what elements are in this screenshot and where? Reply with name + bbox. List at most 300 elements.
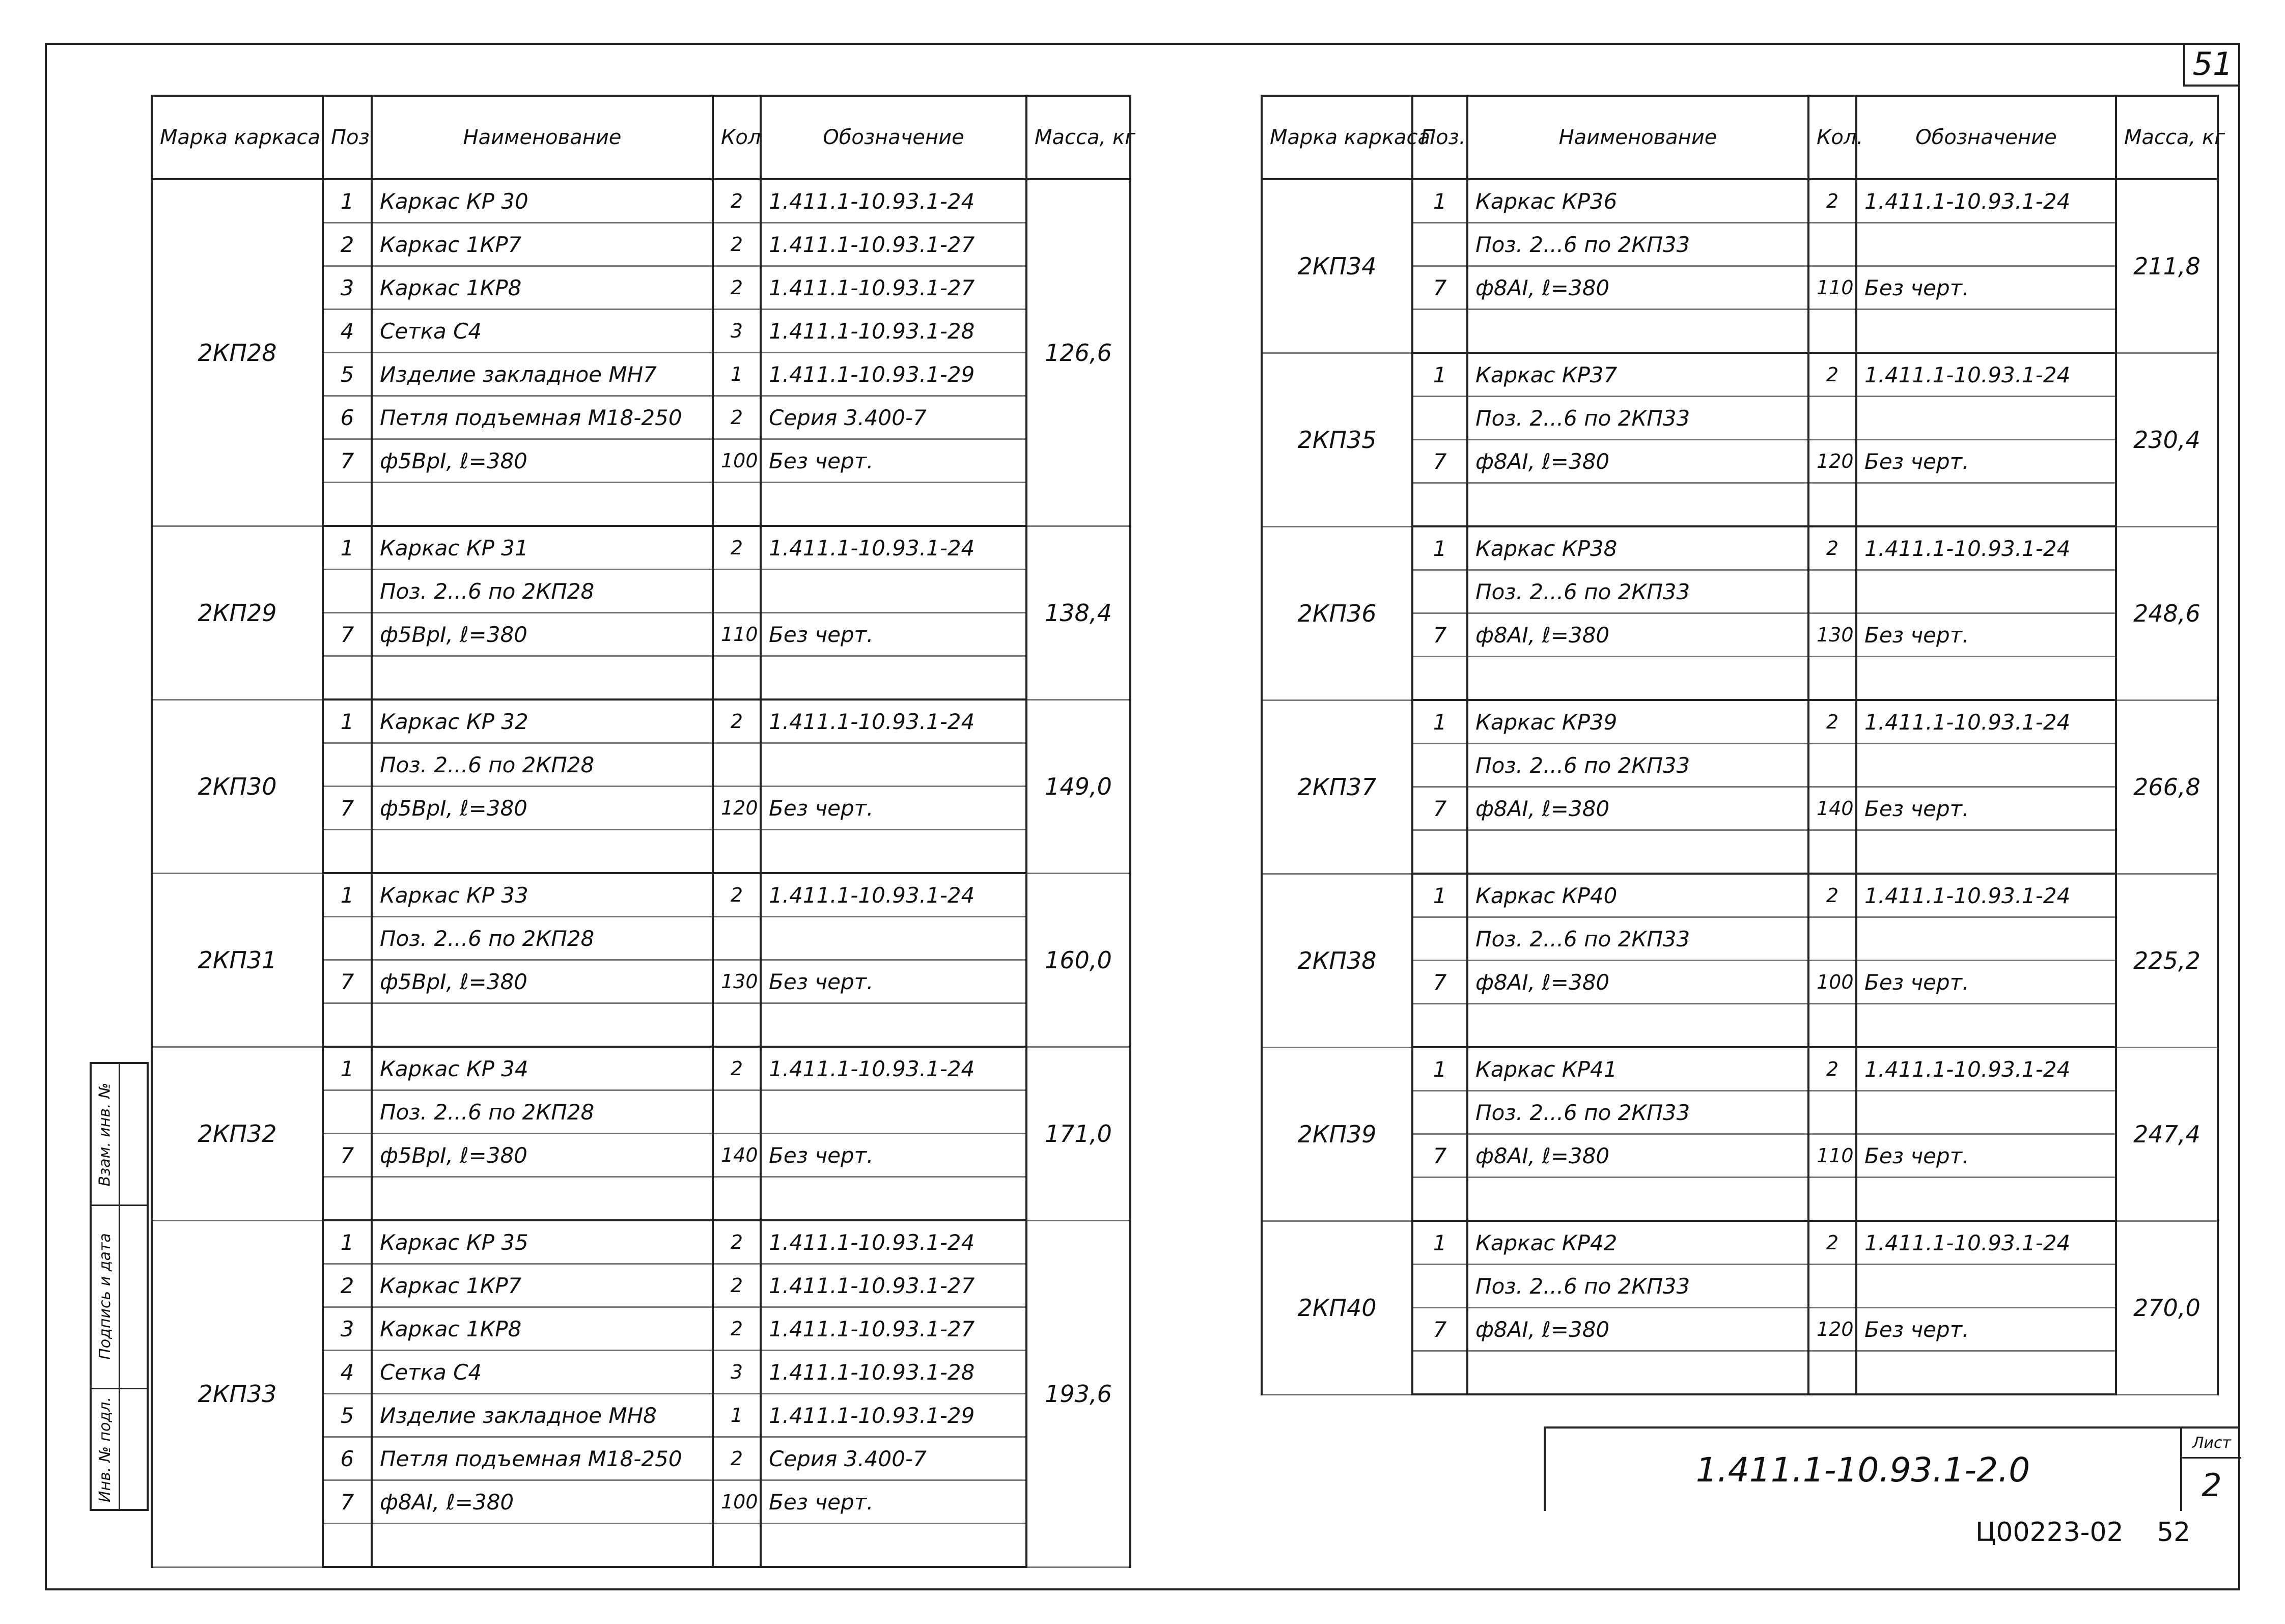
row-quantity	[1808, 570, 1856, 613]
row-quantity: 2	[713, 1264, 761, 1307]
table-row	[1262, 353, 2218, 397]
header-pos: Поз.	[1412, 96, 1467, 179]
row-designation: 1.411.1-10.93.1-24	[761, 873, 1026, 917]
row-name: Каркас КР 33	[372, 873, 713, 917]
row-name: Каркас КР 34	[372, 1047, 713, 1090]
row-position	[1412, 657, 1467, 701]
row-position	[1412, 1351, 1467, 1395]
row-name	[1467, 657, 1808, 701]
row-position: 7	[1412, 440, 1467, 483]
sheet-label: Лист	[2182, 1429, 2241, 1459]
row-designation	[761, 483, 1026, 526]
row-designation: Серия 3.400-7	[761, 396, 1026, 439]
row-name: Поз. 2...6 по 2КП28	[372, 570, 713, 613]
side-stamp-values	[120, 1064, 147, 1509]
side-approval-stamp	[90, 1062, 149, 1511]
row-position: 7	[1412, 1134, 1467, 1178]
row-quantity: 2	[1808, 526, 1856, 570]
row-quantity	[1808, 397, 1856, 440]
row-designation	[1856, 830, 2116, 874]
frame-mass: 248,6	[2116, 526, 2218, 700]
document-code: 1.411.1-10.93.1-2.0	[1695, 1450, 2030, 1490]
row-quantity: 140	[713, 1134, 761, 1177]
sheet-cell	[2180, 1429, 2241, 1511]
row-name: Петля подъемная М18-250	[372, 396, 713, 439]
frame-mark: 2КП33	[152, 1220, 323, 1567]
frame-mass: 193,6	[1026, 1220, 1130, 1567]
row-quantity: 2	[713, 1047, 761, 1090]
row-quantity	[713, 483, 761, 526]
row-designation	[761, 1177, 1026, 1221]
sheet-number: 2	[2202, 1466, 2222, 1504]
row-position: 7	[323, 439, 372, 483]
row-designation: 1.411.1-10.93.1-24	[1856, 874, 2116, 917]
frame-mark: 2КП37	[1262, 700, 1412, 874]
row-quantity: 2	[713, 266, 761, 310]
row-designation: 1.411.1-10.93.1-24	[1856, 353, 2116, 397]
frame-mass: 230,4	[2116, 353, 2218, 526]
table-row	[152, 873, 1130, 917]
row-name: Изделие закладное МН7	[372, 353, 713, 396]
row-name: Поз. 2...6 по 2КП28	[372, 917, 713, 960]
row-quantity: 2	[1808, 874, 1856, 917]
header-name: Наименование	[372, 96, 713, 179]
page-number: 51	[2183, 43, 2240, 87]
row-name	[372, 1524, 713, 1567]
archive-code: Ц00223-02	[1975, 1517, 2124, 1548]
row-position	[323, 917, 372, 960]
row-quantity: 100	[713, 1480, 761, 1524]
row-quantity: 110	[713, 613, 761, 656]
title-block	[1544, 1426, 2239, 1511]
frame-mark: 2КП34	[1262, 179, 1412, 353]
row-name: Поз. 2...6 по 2КП33	[1467, 223, 1808, 266]
row-position: 2	[323, 223, 372, 266]
row-designation: Без черт.	[1856, 961, 2116, 1004]
row-designation: 1.411.1-10.93.1-29	[761, 353, 1026, 396]
replace-inv-label: Взам. инв. №	[96, 1082, 114, 1186]
row-quantity: 3	[713, 1351, 761, 1394]
row-quantity: 2	[713, 179, 761, 223]
row-quantity: 120	[713, 787, 761, 830]
frame-mass: 126,6	[1026, 179, 1130, 526]
row-designation: Без черт.	[1856, 613, 2116, 657]
row-position	[323, 1177, 372, 1221]
row-quantity	[713, 917, 761, 960]
row-designation: Без черт.	[761, 1134, 1026, 1177]
table-row	[152, 1220, 1130, 1264]
row-designation: Без черт.	[761, 1480, 1026, 1524]
row-designation	[761, 656, 1026, 700]
row-quantity: 2	[713, 873, 761, 917]
frame-mass: 160,0	[1026, 873, 1130, 1047]
row-designation: 1.411.1-10.93.1-24	[761, 1047, 1026, 1090]
row-name: ф5ВрI, ℓ=380	[372, 613, 713, 656]
row-name: Поз. 2...6 по 2КП28	[372, 1090, 713, 1134]
row-name: ф5ВрI, ℓ=380	[372, 1134, 713, 1177]
row-quantity: 2	[713, 1307, 761, 1351]
row-position: 3	[323, 266, 372, 310]
frame-mark: 2КП31	[152, 873, 323, 1047]
header-designation: Обозначение	[761, 96, 1026, 179]
row-quantity: 2	[1808, 179, 1856, 223]
frame-mass: 225,2	[2116, 874, 2218, 1047]
row-designation: 1.411.1-10.93.1-24	[1856, 700, 2116, 744]
frame-mark: 2КП38	[1262, 874, 1412, 1047]
row-position: 1	[1412, 353, 1467, 397]
row-quantity	[713, 830, 761, 874]
side-stamp-labels	[92, 1064, 120, 1509]
row-name	[1467, 310, 1808, 353]
row-designation: 1.411.1-10.93.1-28	[761, 1351, 1026, 1394]
row-quantity	[1808, 744, 1856, 787]
row-quantity: 120	[1808, 1308, 1856, 1351]
inv-no-label: Инв. № подл.	[96, 1396, 114, 1502]
row-designation	[1856, 223, 2116, 266]
row-name: Петля подъемная М18-250	[372, 1437, 713, 1480]
row-name: ф5ВрI, ℓ=380	[372, 439, 713, 483]
row-name: Каркас КР 35	[372, 1220, 713, 1264]
row-quantity	[713, 1524, 761, 1567]
row-quantity	[1808, 917, 1856, 961]
frame-mark: 2КП36	[1262, 526, 1412, 700]
row-designation	[1856, 1178, 2116, 1221]
row-position: 1	[323, 699, 372, 743]
row-quantity: 2	[713, 223, 761, 266]
row-quantity	[1808, 223, 1856, 266]
header-pos: Поз	[323, 96, 372, 179]
row-quantity: 140	[1808, 787, 1856, 830]
header-mass: Масса, кг	[1026, 96, 1130, 179]
row-name: Поз. 2...6 по 2КП33	[1467, 397, 1808, 440]
row-quantity: 2	[1808, 1047, 1856, 1091]
frame-mass: 211,8	[2116, 179, 2218, 353]
row-position: 7	[1412, 266, 1467, 310]
row-position: 6	[323, 396, 372, 439]
row-position	[1412, 1265, 1467, 1308]
frame-mark: 2КП39	[1262, 1047, 1412, 1221]
row-position	[323, 830, 372, 874]
row-designation: Без черт.	[1856, 440, 2116, 483]
header-qty: Кол	[713, 96, 761, 179]
row-designation	[761, 830, 1026, 874]
row-quantity: 100	[1808, 961, 1856, 1004]
row-position	[1412, 1178, 1467, 1221]
row-designation: 1.411.1-10.93.1-24	[1856, 179, 2116, 223]
frame-mass: 270,0	[2116, 1221, 2218, 1394]
row-quantity	[713, 1090, 761, 1134]
row-quantity	[1808, 657, 1856, 701]
row-quantity: 130	[1808, 613, 1856, 657]
row-position: 7	[323, 787, 372, 830]
row-name	[1467, 830, 1808, 874]
row-name	[372, 656, 713, 700]
signature-date-label: Подпись и дата	[96, 1233, 114, 1360]
row-position: 1	[323, 526, 372, 570]
row-quantity: 2	[1808, 353, 1856, 397]
frame-mass: 149,0	[1026, 699, 1130, 873]
row-name	[372, 483, 713, 526]
row-designation	[761, 570, 1026, 613]
row-designation	[1856, 917, 2116, 961]
row-name	[372, 1177, 713, 1221]
row-designation: 1.411.1-10.93.1-24	[761, 1220, 1026, 1264]
header-mark: Марка каркаса	[152, 96, 323, 179]
row-position: 5	[323, 1394, 372, 1437]
row-quantity: 2	[713, 396, 761, 439]
row-position: 1	[323, 1047, 372, 1090]
row-designation: 1.411.1-10.93.1-27	[761, 1307, 1026, 1351]
row-quantity: 110	[1808, 1134, 1856, 1178]
row-position	[323, 1524, 372, 1567]
header-name: Наименование	[1467, 96, 1808, 179]
row-designation	[1856, 483, 2116, 527]
header-designation: Обозначение	[1856, 96, 2116, 179]
row-quantity	[713, 743, 761, 787]
row-designation: 1.411.1-10.93.1-24	[761, 699, 1026, 743]
row-designation: Без черт.	[761, 787, 1026, 830]
row-designation	[761, 917, 1026, 960]
row-designation: Без черт.	[1856, 1308, 2116, 1351]
row-designation	[761, 1090, 1026, 1134]
row-quantity: 120	[1808, 440, 1856, 483]
row-quantity	[713, 570, 761, 613]
row-name: ф5ВрI, ℓ=380	[372, 960, 713, 1003]
row-designation	[1856, 1004, 2116, 1048]
frame-mass: 171,0	[1026, 1047, 1130, 1220]
row-name: Каркас КР37	[1467, 353, 1808, 397]
row-name: ф8АI, ℓ=380	[1467, 440, 1808, 483]
table-row	[152, 526, 1130, 570]
row-name: Поз. 2...6 по 2КП33	[1467, 917, 1808, 961]
frame-mark: 2КП28	[152, 179, 323, 526]
row-position: 1	[1412, 526, 1467, 570]
frame-mass: 138,4	[1026, 526, 1130, 699]
row-designation: Без черт.	[1856, 1134, 2116, 1178]
header-mass: Масса, кг	[2116, 96, 2218, 179]
row-designation	[1856, 1091, 2116, 1134]
row-designation: Без черт.	[1856, 787, 2116, 830]
row-quantity	[1808, 310, 1856, 353]
row-position	[1412, 744, 1467, 787]
frame-mark: 2КП40	[1262, 1221, 1412, 1394]
table-row	[1262, 874, 2218, 917]
row-designation	[1856, 397, 2116, 440]
row-position	[1412, 570, 1467, 613]
row-quantity: 2	[713, 526, 761, 570]
table-row	[152, 699, 1130, 743]
row-designation: 1.411.1-10.93.1-24	[1856, 1221, 2116, 1265]
frame-mark: 2КП30	[152, 699, 323, 873]
table-row	[1262, 179, 2218, 223]
table-row	[152, 1047, 1130, 1090]
row-position	[323, 570, 372, 613]
row-position: 5	[323, 353, 372, 396]
row-quantity: 2	[713, 699, 761, 743]
row-position: 1	[323, 873, 372, 917]
row-name: ф8АI, ℓ=380	[1467, 1308, 1808, 1351]
row-designation: Без черт.	[761, 960, 1026, 1003]
row-name: Каркас КР 31	[372, 526, 713, 570]
row-designation: 1.411.1-10.93.1-24	[1856, 526, 2116, 570]
row-designation	[1856, 1265, 2116, 1308]
row-name: ф8АI, ℓ=380	[1467, 266, 1808, 310]
row-name: Поз. 2...6 по 2КП33	[1467, 1265, 1808, 1308]
row-designation	[1856, 570, 2116, 613]
row-designation	[1856, 310, 2116, 353]
row-position: 4	[323, 310, 372, 353]
row-name: Каркас КР 32	[372, 699, 713, 743]
row-name: Каркас 1КР8	[372, 1307, 713, 1351]
row-position	[1412, 483, 1467, 527]
row-name: Каркас 1КР7	[372, 1264, 713, 1307]
row-name: Каркас КР41	[1467, 1047, 1808, 1091]
row-name: ф8АI, ℓ=380	[1467, 787, 1808, 830]
row-position: 1	[1412, 1221, 1467, 1265]
row-position	[323, 743, 372, 787]
row-name: Каркас КР42	[1467, 1221, 1808, 1265]
row-position: 3	[323, 1307, 372, 1351]
frame-mark: 2КП32	[152, 1047, 323, 1220]
row-position: 1	[323, 1220, 372, 1264]
row-name: Поз. 2...6 по 2КП33	[1467, 570, 1808, 613]
row-designation: Серия 3.400-7	[761, 1437, 1026, 1480]
row-position	[1412, 223, 1467, 266]
row-quantity	[713, 656, 761, 700]
row-name: Каркас 1КР8	[372, 266, 713, 310]
row-quantity: 2	[1808, 1221, 1856, 1265]
row-designation: 1.411.1-10.93.1-24	[761, 179, 1026, 223]
row-quantity: 2	[713, 1437, 761, 1480]
row-name: Сетка С4	[372, 1351, 713, 1394]
row-name	[372, 830, 713, 874]
frame-mass: 247,4	[2116, 1047, 2218, 1221]
row-name: Каркас 1КР7	[372, 223, 713, 266]
frame-mark: 2КП35	[1262, 353, 1412, 526]
row-name: ф8АI, ℓ=380	[1467, 1134, 1808, 1178]
row-name: Поз. 2...6 по 2КП33	[1467, 1091, 1808, 1134]
row-quantity	[1808, 830, 1856, 874]
row-quantity	[1808, 1004, 1856, 1048]
row-designation: 1.411.1-10.93.1-24	[1856, 1047, 2116, 1091]
row-position	[323, 1090, 372, 1134]
row-quantity: 2	[1808, 700, 1856, 744]
row-quantity: 100	[713, 439, 761, 483]
row-position: 6	[323, 1437, 372, 1480]
row-position	[1412, 1091, 1467, 1134]
row-name	[1467, 1004, 1808, 1048]
row-name: Каркас КР38	[1467, 526, 1808, 570]
row-designation: 1.411.1-10.93.1-27	[761, 266, 1026, 310]
frame-mark: 2КП29	[152, 526, 323, 699]
header-qty: Кол.	[1808, 96, 1856, 179]
row-name: ф8АI, ℓ=380	[1467, 961, 1808, 1004]
row-name: Каркас КР36	[1467, 179, 1808, 223]
row-name: Сетка С4	[372, 310, 713, 353]
row-position: 1	[1412, 874, 1467, 917]
row-name: Поз. 2...6 по 2КП33	[1467, 744, 1808, 787]
left-spec-table	[151, 95, 1136, 1568]
row-position	[323, 1003, 372, 1047]
row-position: 7	[1412, 961, 1467, 1004]
row-position	[323, 483, 372, 526]
row-position	[1412, 917, 1467, 961]
row-name: ф8АI, ℓ=380	[372, 1480, 713, 1524]
row-name	[1467, 1351, 1808, 1395]
row-position: 7	[323, 1134, 372, 1177]
row-designation	[1856, 744, 2116, 787]
row-designation	[761, 743, 1026, 787]
row-quantity: 1	[713, 1394, 761, 1437]
frame-mass: 266,8	[2116, 700, 2218, 874]
row-name	[372, 1003, 713, 1047]
row-name	[1467, 1178, 1808, 1221]
row-position: 2	[323, 1264, 372, 1307]
row-position: 1	[1412, 1047, 1467, 1091]
row-quantity	[1808, 1178, 1856, 1221]
row-position: 7	[1412, 613, 1467, 657]
row-designation: 1.411.1-10.93.1-27	[761, 1264, 1026, 1307]
table-row	[1262, 526, 2218, 570]
row-position: 7	[323, 960, 372, 1003]
row-quantity: 130	[713, 960, 761, 1003]
row-position: 7	[323, 1480, 372, 1524]
row-quantity	[1808, 1265, 1856, 1308]
table-row	[152, 179, 1130, 223]
table-row	[1262, 1221, 2218, 1265]
row-designation: 1.411.1-10.93.1-27	[761, 223, 1026, 266]
header-mark: Марка каркаса	[1262, 96, 1412, 179]
row-position: 7	[323, 613, 372, 656]
row-quantity: 3	[713, 310, 761, 353]
row-designation	[761, 1524, 1026, 1567]
row-name: Каркас КР40	[1467, 874, 1808, 917]
row-position: 7	[1412, 1308, 1467, 1351]
row-quantity	[1808, 1091, 1856, 1134]
row-quantity	[1808, 1351, 1856, 1395]
row-name: Изделие закладное МН8	[372, 1394, 713, 1437]
row-designation: Без черт.	[1856, 266, 2116, 310]
row-quantity	[713, 1003, 761, 1047]
row-position	[1412, 830, 1467, 874]
row-name: Каркас КР 30	[372, 179, 713, 223]
row-name: ф5ВрI, ℓ=380	[372, 787, 713, 830]
row-position	[323, 656, 372, 700]
row-position: 1	[323, 179, 372, 223]
row-position	[1412, 1004, 1467, 1048]
row-position	[1412, 397, 1467, 440]
row-name: Поз. 2...6 по 2КП28	[372, 743, 713, 787]
row-designation	[1856, 657, 2116, 701]
row-designation: 1.411.1-10.93.1-28	[761, 310, 1026, 353]
row-designation	[761, 1003, 1026, 1047]
row-position: 4	[323, 1351, 372, 1394]
archive-page-number: 52	[2157, 1517, 2191, 1548]
row-quantity	[1808, 483, 1856, 527]
row-name: ф8АI, ℓ=380	[1467, 613, 1808, 657]
row-designation: Без черт.	[761, 613, 1026, 656]
row-name: Каркас КР39	[1467, 700, 1808, 744]
table-row	[1262, 700, 2218, 744]
row-designation: Без черт.	[761, 439, 1026, 483]
row-position	[1412, 310, 1467, 353]
row-designation: 1.411.1-10.93.1-24	[761, 526, 1026, 570]
right-spec-table	[1261, 95, 2225, 1395]
row-position: 1	[1412, 179, 1467, 223]
row-designation: 1.411.1-10.93.1-29	[761, 1394, 1026, 1437]
row-name	[1467, 483, 1808, 527]
row-position: 1	[1412, 700, 1467, 744]
